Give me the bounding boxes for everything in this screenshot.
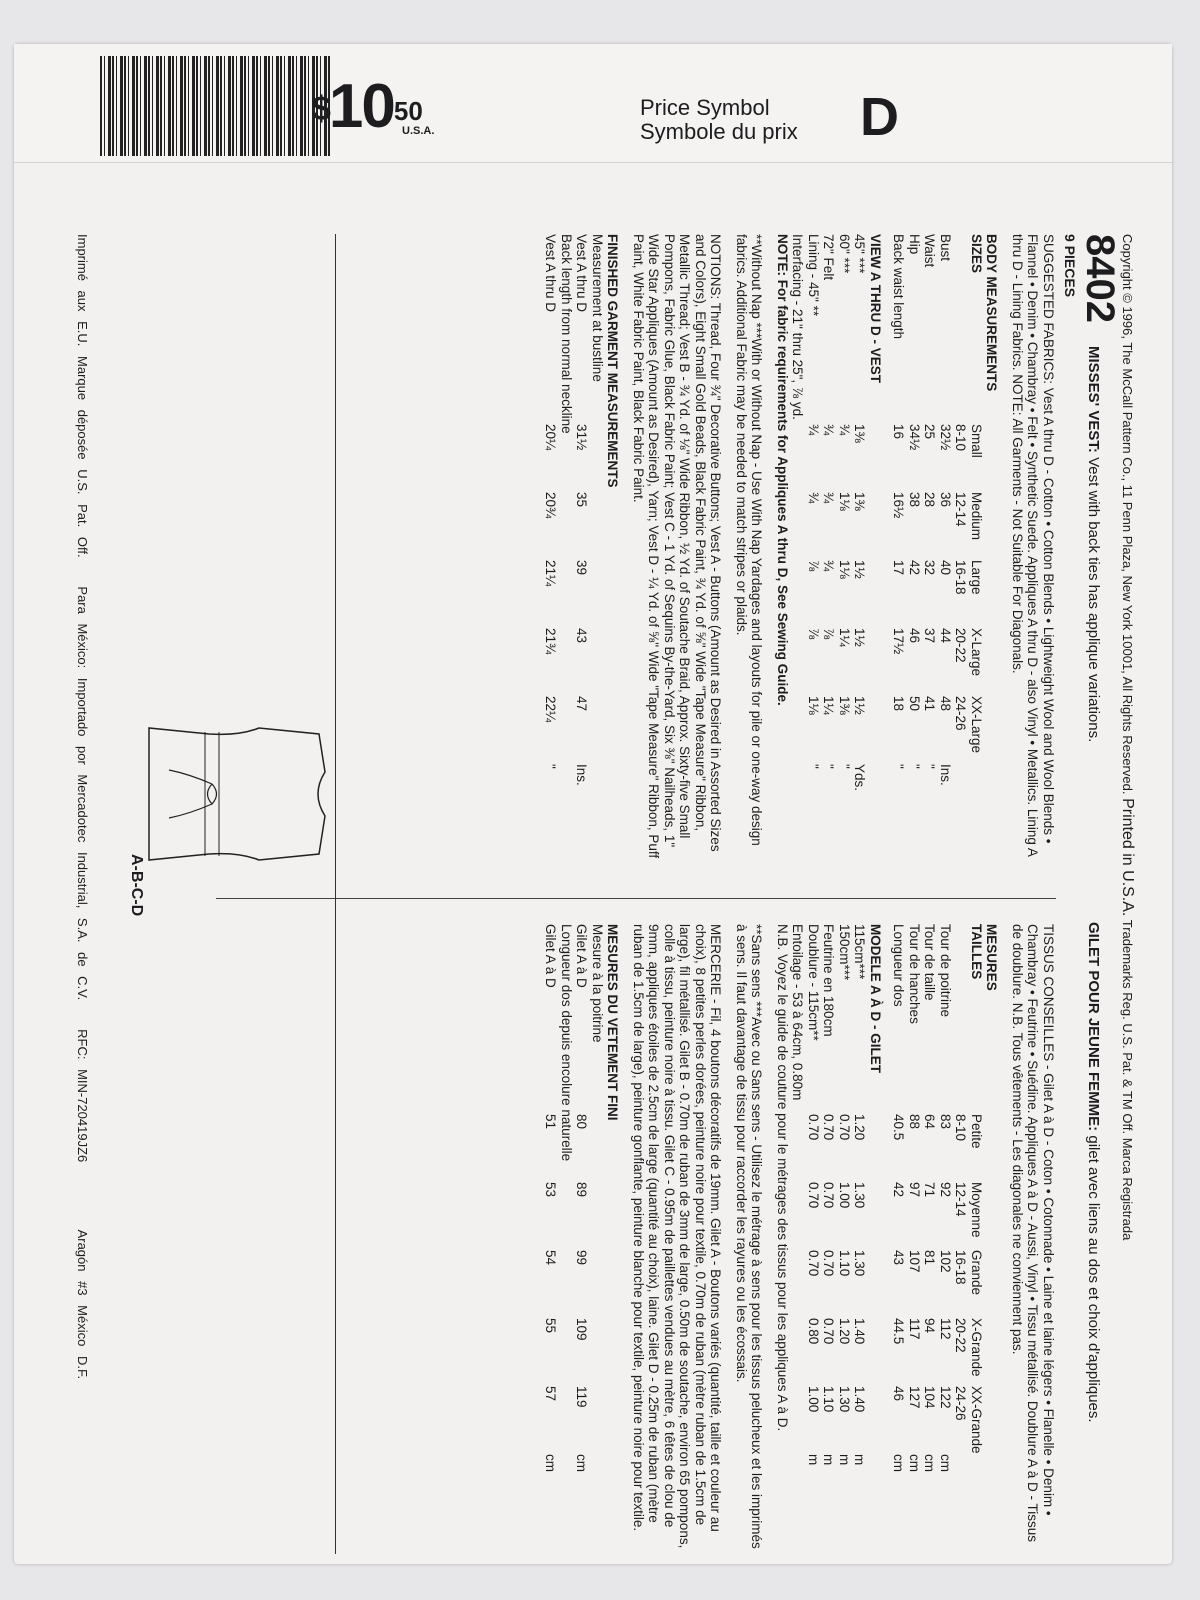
size-range: 20-22 [953,1318,969,1353]
table-row: Tour de poitrine 83 92 102 112 122 cm [938,924,953,1472]
table-row: Tour de hanches 88 97 107 117 127 cm [907,924,922,1472]
size-range: 16-18 [953,1250,969,1285]
fini-table [543,924,605,1484]
modele-heading: MODELE A À D - GILET [868,924,883,1073]
fabric-note: NOTE: For fabric requirements for Appliques A thru D, See Sewing Guide. [775,234,790,706]
notions: NOTIONS: Thread, Four ¾" Decorative Buttons; Vest A - Buttons (Amount as Desired in Assorted Sizes and Colors), Eight Small Gold Beads, Black Fabric Paint, ¾ Yd. of ⅝" Wide "Tape Measure" Ribbon, Metallic Thread; Vest B - ¾ Yd. of ⅛" Wide Ribbon, ½ Yd. of Soutache Braid, Approx. Sixty-five Small Pompons, Fabric Glue, Black Fabric Paint; Vest C - 1 Yd. of Sequins By-the-Yard, Six ⅜" Nailheads, 1" Wide Star Appliques (Amount as Desired), Yarn; Vest D - ¼ Yd. of ⅝" Wide "Tape Measure" Ribbon, Puff Paint, White Fabric Paint, Black Fabric Paint. [631,234,724,859]
nap-note: **Without Nap ***With or Without Nap - Use With Nap Yardages and layouts for pile or one-way design fabrics. Additional Fabric may be needed to match stripes or plaids. [734,234,765,846]
size-name: Moyenne [969,1182,984,1238]
size-name: Large [969,560,984,595]
entoilage: Entoilage - 53 à 64cm, 0.80m [790,924,806,1101]
copyright: Copyright © 1996, The McCall Pattern Co., 11 Penn Plaza, New York 10001, All Rights Reserved. [1120,234,1135,795]
sizes-label: SIZES [969,234,984,274]
footer-left: Imprimé aux E.U. Marque déposée U.S. Pat. Off. [75,234,90,558]
yardage-table [806,234,868,794]
pattern-number: 8402 [1078,234,1122,323]
title-en [1085,346,1102,742]
body-measurements-heading: BODY MEASUREMENTS [984,234,1000,392]
price-region: U.S.A. [402,125,435,137]
size-name: Petite [969,1114,984,1149]
finished-table [543,234,605,794]
table-row: 72" Felt ¾ ¾ ¾ ⅞ 1¼ " [821,234,837,769]
table-row: Measurement at bustline [590,234,605,382]
size-range: 12-14 [953,1182,969,1217]
size-name: Small [969,424,984,458]
tissus-conseilles: TISSUS CONSEILLES - Gilet A à D - Coton • Cotonnade • Laine et laine légers • Flanelle • Denim • Chambray • Feutrine • Suédine. Appliques A à D - Aussi, Vinyl • Tissu métallisé. Doublure A à D - Tissus de doublure. N.B. Tous vêtements - Les diagonales ne conviennent pas. [1010,924,1056,1542]
barcode [100,56,332,156]
size-range: 12-14 [953,492,969,527]
copyright-line [1118,234,1136,1554]
view-heading: VIEW A THRU D - VEST [868,234,883,384]
size-name: XX-Large [969,696,984,754]
rotated-pattern-info [66,234,1136,1554]
french-column [543,924,1056,1554]
line-drawing-panel [95,234,336,1554]
footer-right: Aragón #3 México D.F. [75,1229,90,1380]
size-name: X-Large [969,628,984,677]
price-symbol-letter: D [860,87,899,147]
table-row: Vest A thru D 20¼ 20¾ 21¼ 21¾ 22¼ " [543,234,559,769]
pieces-count: 9 PIECES [1062,234,1078,298]
size-name: Grande [969,1250,984,1296]
footer-mid: Para México: Importado por Mercadotec Industrial, S.A. de C.V. [75,586,90,1001]
size-name: X-Grande [969,1318,984,1377]
price-main: 10 [328,72,394,141]
title-en-text: Vest with back ties has applique variations. [1085,457,1102,743]
table-row: Longueur dos depuis encolure naturelle [559,924,574,1162]
table-row: Mesure à la poitrine [590,924,605,1043]
price-dollar: $ [312,90,329,128]
size-range: 20-22 [953,628,969,663]
table-row: 150cm*** 0.70 1.00 1.10 1.20 1.30 m [837,924,852,1466]
interfacing: Interfacing - 21" thru 25", ⅞ yd. [790,234,806,420]
size-name: Medium [969,492,984,541]
finished-heading: FINISHED GARMENT MEASUREMENTS [605,234,621,488]
table-row: Back waist length 16 16½ 17 17½ 18 " [891,234,907,769]
column-divider [216,898,1056,899]
title-fr-bold: GILET POUR JEUNE FEMME: [1085,922,1102,1132]
footer-rfc: RFC: MIN-720419JZ6 [75,1029,90,1163]
sens-note: **Sans sens ***Avec ou Sans sens - Utilisez le métrage à sens pour les tissus pelucheux et les imprimés à sens. Il faut davantage de tissu pour raccorder les rayures ou les écossais. [734,924,765,1549]
metrage-table [806,924,868,1484]
size-name: XX-Grande [969,1386,984,1454]
size-range: 8-10 [953,424,969,452]
title-en-bold: MISSES' VEST: [1085,346,1102,453]
fini-heading: MESURES DU VETEMENT FINI [605,924,621,1121]
price-cents: 50 [393,96,423,126]
table-row: Lining - 45" ** ¾ ¾ ⅞ ⅞ 1⅛ " [806,234,821,769]
size-range: 8-10 [953,1114,969,1142]
view-letters: A-B-C-D [128,854,145,917]
size-range: 24-26 [953,696,969,731]
size-range: 24-26 [953,1386,969,1421]
title-fr [1085,922,1102,1423]
table-row: Vest A thru D 31½ 35 39 43 47 Ins. [574,234,590,786]
header-row [1056,234,1122,1554]
price-symbol-fr: Symbole du prix [640,119,798,144]
tailles-label: TAILLES [969,924,984,980]
mesures-table [891,924,984,1484]
title-fr-text: gilet avec liens au dos et choix d'appliques. [1085,1135,1102,1423]
table-row: Back length from normal neckline [559,234,574,434]
table-row: Waist 25 28 32 37 41 " [922,234,938,769]
table-row: Bust 32½ 36 40 44 48 Ins. [938,234,953,786]
table-row: Gilet A à D 51 53 54 55 57 cm [543,924,559,1472]
table-row: 60" *** ¾ 1⅛ 1⅛ 1¼ 1⅜ " [837,234,852,769]
table-row: Hip 34½ 38 42 46 50 " [907,234,922,769]
suggested-fabrics: SUGGESTED FABRICS: Vest A thru D - Cotton • Cotton Blends • Lightweight Wool and Wool Blends • Flannel • Denim • Chambray • Felt • Synthetic Suede. Appliques A thru D - also Vinyl • Metallics. Lining A thru D - Lining Fabrics. NOTE: All Garments - Not Suitable For Diagonals. [1010,234,1056,857]
table-row: 45" *** 1⅜ 1⅜ 1½ 1½ 1½ Yds. [852,234,868,792]
printed-in: Printed in U.S.A. [1119,798,1136,917]
english-column [543,234,1056,874]
table-row: Tour de taille 64 71 81 94 104 cm [922,924,938,1472]
table-row: Doublure - 115cm** 0.70 0.70 0.70 0.80 1.00 m [806,924,821,1466]
price-symbol-en: Price Symbol [640,95,770,120]
nb-note: N.B. Voyez le guide de couture pour le métrages des tissus pour les appliques A à D. [775,924,790,1432]
table-row: 115cm*** 1.20 1.30 1.30 1.40 1.40 m [852,924,868,1466]
vest-back-sketch [139,714,329,874]
mercerie: MERCERIE - Fil, 4 boutons décoratifs de 19mm. Gilet A - Boutons variés (quantité, taille et couleur au choix), 8 petites perles dorées, peinture noire pour textile, 0.70m de ruban (mètre ruban de 1.5cm de large), fil métallisé. Gilet B - 0.70m de ruban de 3mm de large, 0.50m de soutache, environ 65 pompons, colle à tissu, peinture noire à tissu. Gilet C - 0.95m de paillettes vendues au mètre, 6 têtes de clou de 9mm, appliques étoiles de 2.5cm de large (quantité au choix), laine. Gilet D - 0.25m de ruban (mètre ruban de 1.5cm de large), peinture gonflante, peinture blanche pour textile, peinture noire pour textile. [631,924,724,1549]
size-range: 16-18 [953,560,969,595]
footer-line [75,234,90,1554]
price-symbol-label [640,96,798,144]
mesures-heading: MESURES [984,924,1000,991]
body-measurements-table [891,234,984,794]
trademarks: Trademarks Reg. U.S. Pat. & TM Off. Marca Registrada [1120,919,1135,1241]
table-row: Feutrine en 180cm 0.70 0.70 0.70 0.70 1.10 m [821,924,837,1466]
table-row: Longueur dos 40.5 42 43 44.5 46 cm [891,924,907,1472]
table-row: Gilet A à D 80 89 99 109 119 cm [574,924,590,1472]
